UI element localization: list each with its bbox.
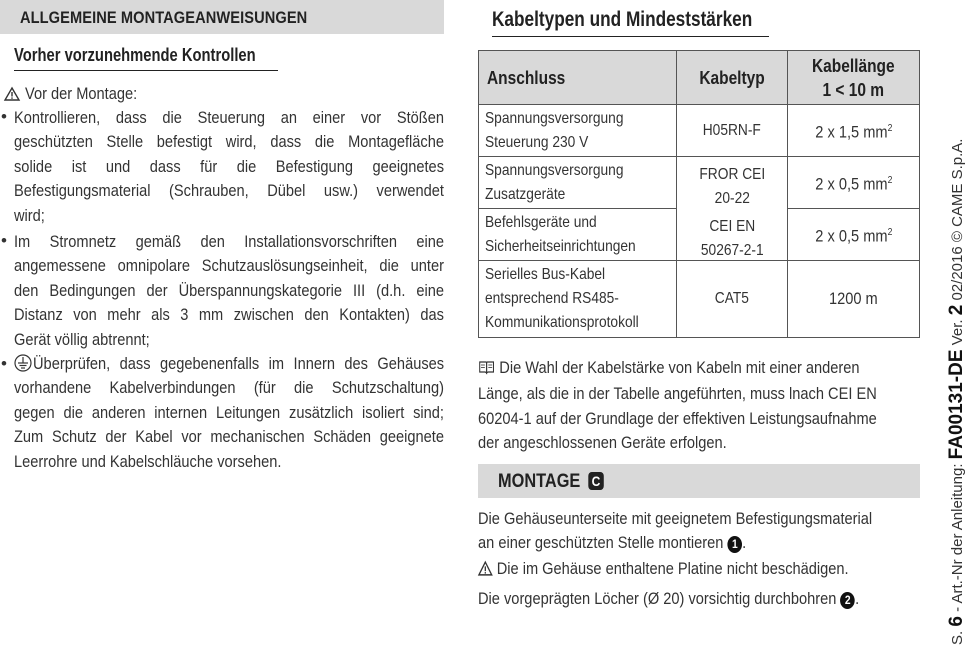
montage-p2-text: Die vorgeprägten Löcher (Ø 20) vorsichtig durchbohren bbox=[478, 589, 837, 608]
montage-warning bbox=[478, 557, 920, 583]
subtitle-underline bbox=[14, 70, 278, 71]
earth-ground-icon bbox=[14, 354, 32, 377]
table-row bbox=[479, 261, 920, 338]
text-line: Länge, als die in der Tabelle angeführten, muss lnach CEI EN bbox=[478, 384, 877, 404]
bullet-3-first-line bbox=[33, 352, 444, 376]
bullet-2-text bbox=[14, 230, 444, 352]
bullet-dot: • bbox=[1, 107, 7, 126]
table-row bbox=[479, 157, 920, 209]
cell-laenge: 2 x 0,5 $mm^2$ bbox=[788, 209, 920, 261]
cable-table bbox=[478, 50, 920, 338]
section-title: ALLGEMEINE MONTAGEANWEISUNGEN bbox=[20, 8, 308, 27]
text-line: vorhandene Kabelverbindungen (für die Schutzschaltung) bbox=[14, 378, 444, 398]
cell-laenge: 2 x 1,5 $mm^2$ bbox=[788, 105, 920, 157]
text-line: solide ist und dass für die Befestigung geeignetes bbox=[14, 156, 444, 176]
text-line: an einer geschützten Stelle montieren 1 . bbox=[478, 533, 747, 553]
montage-title: MONTAGE C bbox=[498, 471, 604, 493]
cable-title-underline bbox=[492, 36, 769, 37]
table-row bbox=[479, 105, 920, 157]
step-2-badge: 2 bbox=[840, 592, 855, 609]
text-line: geschützten Stelle befestigt wird, dass die Montagefläche bbox=[14, 132, 444, 152]
montage-paragraph-2: Die vorgeprägten Löcher (Ø 20) vorsichtig durchbohren 2 . bbox=[478, 589, 860, 608]
header-anschluss: Anschluss bbox=[479, 51, 677, 105]
montage-header-bar bbox=[478, 464, 920, 498]
vertical-footer bbox=[924, 0, 967, 651]
bullet-dot: • bbox=[1, 231, 7, 250]
header-kabeltyp: Kabeltyp bbox=[676, 51, 788, 105]
bullet-1-text bbox=[14, 106, 444, 228]
bullet-3-text bbox=[14, 376, 444, 474]
text-line: Befestigungsmaterial (Schrauben, Dübel usw.) verwendet bbox=[14, 181, 444, 201]
book-icon bbox=[478, 358, 495, 382]
cell-anschluss: Befehlsgeräte und Sicherheitseinrichtungen bbox=[479, 209, 677, 261]
version-number: 2 bbox=[946, 304, 967, 316]
text-line: Überprüfen, dass gegebenenfalls im Innern des Gehäuses bbox=[33, 354, 445, 373]
text-line: gegen die anderen internen Leitungen zusätzlich isoliert sind; bbox=[14, 402, 444, 422]
section-header-bar bbox=[0, 0, 444, 34]
left-column bbox=[0, 0, 444, 651]
cell-kabeltyp-merged: FROR CEI 20-22 CEI EN 50267-2-1 bbox=[676, 157, 788, 261]
cell-laenge: 2 x 0,5 $mm^2$ bbox=[788, 157, 920, 209]
warning-triangle-icon bbox=[4, 84, 20, 108]
text-line: Distanz von mehr als 3 mm zwischen den Kontakten) das bbox=[14, 305, 444, 325]
subtitle: Vorher vorzunehmende Kontrollen bbox=[14, 45, 256, 65]
cell-kabeltyp: CAT5 bbox=[676, 261, 788, 338]
montage-badge: C bbox=[588, 472, 603, 490]
text-line: Die Wahl der Kabelstärke von Kabeln mit einer anderen bbox=[478, 356, 920, 382]
text-line: Die Gehäuseunterseite mit geeignetem Befestigungsmaterial bbox=[478, 509, 873, 528]
step-1-badge: 1 bbox=[728, 536, 743, 553]
text-line: Gerät völlig abtrennt; bbox=[14, 329, 150, 349]
warning-triangle-icon bbox=[478, 559, 493, 583]
text-line: Zum Schutz der Kabel vor mechanischen Schäden geeignete bbox=[14, 427, 444, 447]
page-number: 6 bbox=[946, 616, 967, 627]
pre-label: Vor der Montage: bbox=[24, 84, 137, 103]
text-line: wird; bbox=[14, 205, 45, 225]
cell-anschluss: Serielles Bus-Kabel entsprechend RS485- Kommunikationsprotokoll bbox=[479, 261, 677, 338]
text-line: Kontrollieren, dass die Steuerung an einer vor Stößen bbox=[14, 108, 444, 127]
pre-label-line bbox=[4, 82, 304, 108]
montage-paragraph-1 bbox=[478, 507, 920, 556]
bullet-dot: • bbox=[1, 354, 7, 373]
cell-laenge: 1200 m bbox=[788, 261, 920, 338]
header-kabellaenge: Kabellänge 1 < 10 m bbox=[788, 51, 920, 105]
warning-text: Die im Gehäuse enthaltene Platine nicht beschädigen. bbox=[496, 559, 849, 578]
text-line: den Bedingungen der Überspannungskategorie III (d.h. eine bbox=[14, 280, 444, 300]
vertical-footer-text: S. 6 - Art.-Nr der Anleitung: FA00131-DE Ver. 2 02/2016 © CAME S.p.A. bbox=[946, 138, 967, 645]
info-paragraph bbox=[478, 356, 920, 456]
text-line: angemessene omnipolare Schutzauslösungseinheit, die unter bbox=[14, 256, 444, 276]
text-line: Im Stromnetz gemäß den Installationsvorschriften eine bbox=[14, 232, 444, 251]
cell-anschluss: Spannungsversorgung Steuerung 230 V bbox=[479, 105, 677, 157]
right-column bbox=[478, 0, 920, 651]
text-line: der angeschlossenen Geräte erfolgen. bbox=[478, 433, 727, 453]
cell-kabeltyp: H05RN-F bbox=[676, 105, 788, 157]
text-line: 60204-1 auf der Grundlage der effektiven Leistungsaufnahme bbox=[478, 408, 877, 428]
article-number: FA00131-DE bbox=[946, 349, 967, 460]
cell-anschluss: Spannungsversorgung Zusatzgeräte bbox=[479, 157, 677, 209]
table-header-row bbox=[479, 51, 920, 105]
text-line: Leerrohre und Kabelschläuche vorsehen. bbox=[14, 451, 282, 471]
cable-section-title: Kabeltypen und Mindeststärken bbox=[492, 8, 753, 31]
